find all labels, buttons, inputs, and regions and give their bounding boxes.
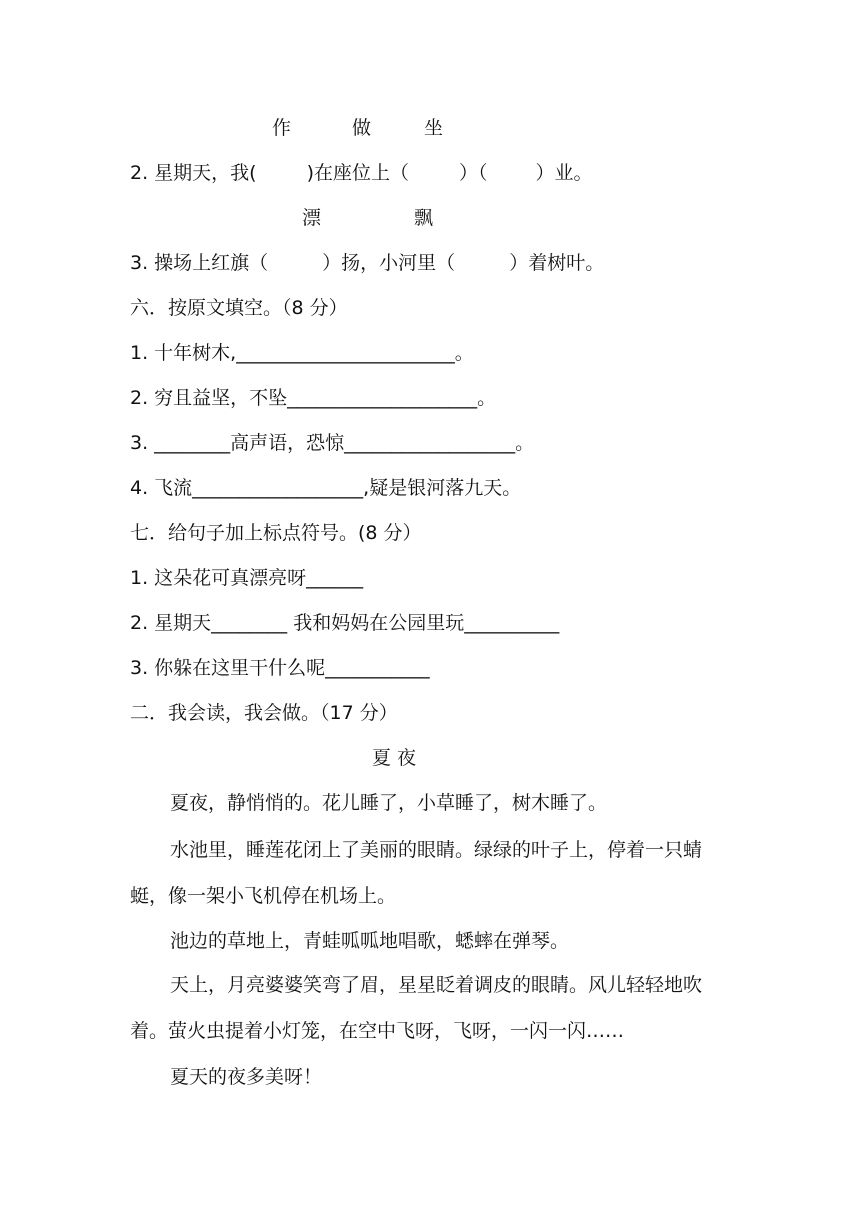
passage-line: 夏天的夜多美呀！ xyxy=(170,1066,323,1088)
item-text: )在座位上（ xyxy=(306,162,410,184)
passage-line: 蜓，像一架小飞机停在机场上。 xyxy=(130,885,397,907)
passage-line: 夏夜，静悄悄的。花儿睡了，小草睡了，树木睡了。 xyxy=(170,792,608,814)
item-text: ）（ xyxy=(459,162,488,184)
list-item: 1. 这朵花可真漂亮呀______ xyxy=(130,567,364,589)
item-text: ）业。 xyxy=(535,162,593,184)
passage-line: 水池里，睡莲花闭上了美丽的眼睛。绿绿的叶子上，停着一只蜻 xyxy=(170,839,703,861)
item-text: ）着树叶。 xyxy=(509,252,605,274)
char-option: 作 xyxy=(272,117,292,139)
char-option: 做 xyxy=(352,117,372,139)
list-item: 2. 穷且益坚，不坠____________________。 xyxy=(130,387,497,409)
fill-item-3 xyxy=(130,251,604,275)
item-text: ）扬，小河里（ xyxy=(322,252,456,274)
fill-item-2 xyxy=(130,161,593,185)
passage-line: 池边的草地上，青蛙呱呱地唱歌，蟋蟀在弹琴。 xyxy=(170,930,570,952)
item-text: 2. 星期天，我( xyxy=(130,162,257,184)
section-heading: 七．给句子加上标点符号。(8 分） xyxy=(130,522,422,544)
list-item: 2. 星期天________ 我和妈妈在公园里玩__________ xyxy=(130,612,560,634)
section-heading: 二．我会读，我会做。（17 分） xyxy=(130,702,398,724)
list-item: 4. 飞流__________________,疑是银河落九天。 xyxy=(130,477,522,499)
section-heading: 六．按原文填空。（8 分） xyxy=(130,297,348,319)
list-item: 1. 十年树木,_______________________。 xyxy=(130,342,474,364)
item-text: 3. 操场上红旗（ xyxy=(130,252,269,274)
passage-title: 夏 夜 xyxy=(372,747,417,769)
list-item: 3. ________高声语，恐惊__________________。 xyxy=(130,432,535,454)
passage-line: 着。萤火虫提着小灯笼，在空中飞呀，飞呀，一闪一闪…… xyxy=(130,1020,625,1042)
char-option: 漂 xyxy=(302,207,322,229)
char-option: 坐 xyxy=(424,117,444,139)
passage-line: 天上，月亮婆婆笑弯了眉，星星眨着调皮的眼睛。风儿轻轻地吹 xyxy=(170,974,703,996)
char-option: 飘 xyxy=(414,207,434,229)
list-item: 3. 你躲在这里干什么呢___________ xyxy=(130,657,430,679)
